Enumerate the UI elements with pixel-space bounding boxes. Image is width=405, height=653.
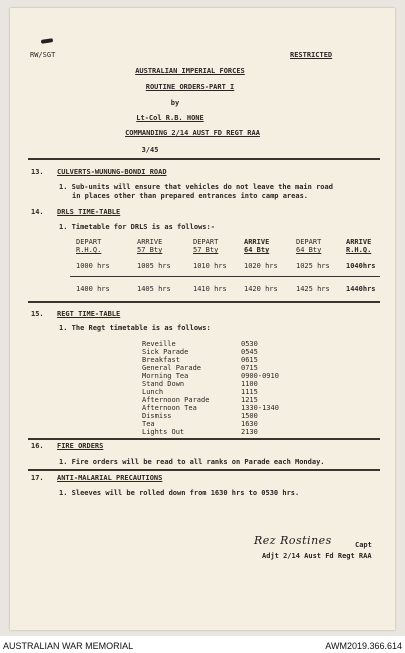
section-16-number: 16.	[31, 442, 44, 450]
archive-footer	[0, 639, 405, 653]
classification-label: RESTRICTED	[290, 51, 333, 59]
regt-row-3-event: Breakfast	[142, 356, 180, 364]
drls-row-2-cell-2: 1405 hrs	[137, 285, 171, 293]
regt-row-9-time: 1330-1340	[241, 404, 279, 412]
regt-row-5-event: Morning Tea	[142, 372, 189, 380]
archive-name: AUSTRALIAN WAR MEMORIAL	[3, 641, 134, 651]
section-15-rule	[28, 438, 380, 440]
regt-row-8-event: Afternoon Parade	[142, 396, 210, 404]
drls-col-2-h2: 57 Bty	[137, 246, 163, 254]
drls-table-rule	[70, 276, 380, 277]
section-15-intro: 1. The Regt timetable is as follows:	[59, 324, 211, 332]
drls-row-1-cell-3: 1010 hrs	[193, 262, 227, 270]
section-14-title: DRLS TIME-TABLE	[57, 208, 121, 216]
drls-row-1-cell-2: 1005 hrs	[137, 262, 171, 270]
drls-row-2-cell-3: 1410 hrs	[193, 285, 227, 293]
regt-row-10-time: 1500	[241, 412, 258, 420]
drls-col-3-h2: 57 Bty	[193, 246, 219, 254]
header-line-3: by	[170, 99, 180, 107]
header-line-2: ROUTINE ORDERS-PART I	[145, 83, 235, 91]
regt-row-12-event: Lights Out	[142, 428, 185, 436]
section-14-number: 14.	[31, 208, 44, 216]
drls-row-2-cell-6: 1440hrs	[346, 285, 376, 293]
section-13-text-2: in places other than prepared entrances into camp areas.	[72, 192, 309, 200]
drls-col-6-h2: R.H.Q.	[346, 246, 372, 254]
archive-accession-number: AWM2019.366.614	[325, 641, 402, 651]
section-17-number: 17.	[31, 474, 44, 482]
header-line-1: AUSTRALIAN IMPERIAL FORCES	[135, 67, 245, 75]
regt-row-10-event: Dismiss	[142, 412, 172, 420]
drls-col-6-h1: ARRIVE	[346, 238, 372, 246]
drls-row-2-cell-4: 1420 hrs	[244, 285, 278, 293]
header-line-4: Lt-Col R.B. HONE	[136, 114, 204, 122]
drls-col-1-h1: DEPART	[76, 238, 102, 246]
drls-row-2-cell-1: 1400 hrs	[76, 285, 110, 293]
reference-code: RW/SGT	[30, 51, 56, 59]
regt-row-1-event: Reveille	[142, 340, 176, 348]
regt-row-2-event: Sick Parade	[142, 348, 189, 356]
section-13-title: CULVERTS-WUNUNG-BONDI ROAD	[57, 168, 167, 176]
top-rule	[28, 158, 380, 160]
regt-row-2-time: 0545	[241, 348, 258, 356]
drls-col-4-h2: 64 Bty	[244, 246, 270, 254]
regt-row-1-time: 0530	[241, 340, 258, 348]
regt-row-3-time: 0615	[241, 356, 258, 364]
drls-col-4-h1: ARRIVE	[244, 238, 270, 246]
section-16-rule	[28, 469, 380, 471]
order-number: 3/45	[141, 146, 159, 154]
regt-row-7-time: 1115	[241, 388, 258, 396]
regt-row-8-time: 1215	[241, 396, 258, 404]
drls-row-1-cell-4: 1020 hrs	[244, 262, 278, 270]
section-17-text-1: 1. Sleeves will be rolled down from 1630 hrs to 0530 hrs.	[59, 489, 300, 497]
handwritten-signature: Rez Rostines	[254, 534, 332, 547]
drls-col-3-h1: DEPART	[193, 238, 219, 246]
regt-row-6-event: Stand Down	[142, 380, 185, 388]
section-15-title: REGT TIME-TABLE	[57, 310, 121, 318]
signature-rank: Capt	[355, 541, 372, 549]
signature-title: Adjt 2/14 Aust Fd Regt RAA	[262, 552, 372, 560]
section-15-number: 15.	[31, 310, 44, 318]
regt-row-4-event: General Parade	[142, 364, 202, 372]
section-14-rule	[28, 301, 380, 303]
regt-row-11-event: Tea	[142, 420, 155, 428]
section-16-text-1: 1. Fire orders will be read to all ranks on Parade each Monday.	[59, 458, 325, 466]
regt-row-5-time: 0900-0910	[241, 372, 279, 380]
regt-row-11-time: 1630	[241, 420, 258, 428]
section-14-intro: 1. Timetable for DRLS is as follows:-	[59, 223, 215, 231]
regt-row-9-event: Afternoon Tea	[142, 404, 197, 412]
regt-row-7-event: Lunch	[142, 388, 164, 396]
section-13-number: 13.	[31, 168, 44, 176]
regt-row-12-time: 2130	[241, 428, 258, 436]
header-line-5: COMMANDING 2/14 AUST FD REGT RAA	[125, 129, 260, 137]
drls-col-5-h2: 64 Bty	[296, 246, 322, 254]
drls-row-1-cell-1: 1000 hrs	[76, 262, 110, 270]
section-17-title: ANTI-MALARIAL PRECAUTIONS	[57, 474, 163, 482]
drls-row-1-cell-5: 1025 hrs	[296, 262, 330, 270]
drls-row-1-cell-6: 1040hrs	[346, 262, 376, 270]
drls-col-2-h1: ARRIVE	[137, 238, 163, 246]
drls-col-5-h1: DEPART	[296, 238, 322, 246]
drls-col-1-h2: R.H.Q.	[76, 246, 102, 254]
regt-row-4-time: 0715	[241, 364, 258, 372]
drls-row-2-cell-5: 1425 hrs	[296, 285, 330, 293]
section-13-text-1: 1. Sub-units will ensure that vehicles do not leave the main road	[59, 183, 333, 191]
regt-row-6-time: 1100	[241, 380, 258, 388]
section-16-title: FIRE ORDERS	[57, 442, 104, 450]
